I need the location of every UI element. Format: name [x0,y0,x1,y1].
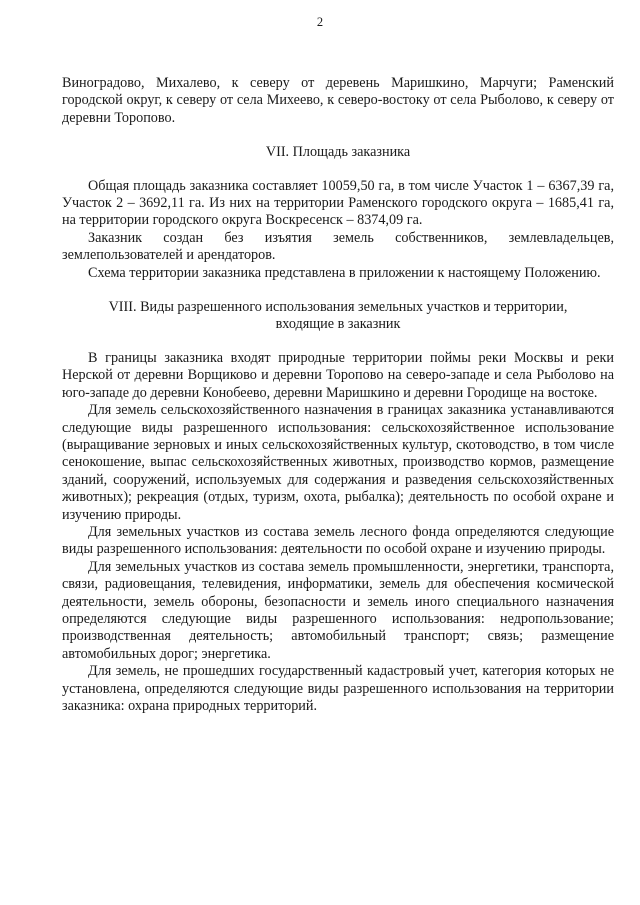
section-7-heading: VII. Площадь заказника [265,144,411,161]
section-7-paragraph-no-seizure: Заказник создан без изъятия земель собственников, землевладельцев, землепользователей и арендаторов. [62,229,614,264]
section-8-paragraph-cadastral: Для земель, не прошедших государственный кадастровый учет, категория которых не установлена, определяются следующие виды разрешенного использования на территории заказника: охрана природных территорий. [62,663,614,714]
section-7-paragraph-area: Общая площадь заказника составляет 10059,50 га, в том числе Участок 1 – 6367,39 га, Участок 2 – 3692,11 га. Из них на территории Раменского городского округа – 1685,41 га, на территории городского округа Воскресенск – 8374,09 га. [62,177,614,229]
section-8-paragraph-boundaries: В границы заказника входят природные территории поймы реки Москвы и реки Нерской от деревни Ворщиково и деревни Торопово на северо-западе и села Рыболово на юго-западе до деревни Конобеево, деревни Маришкино и деревни Городище на востоке. [62,349,614,401]
section-8-paragraph-forest: Для земельных участков из состава земель лесного фонда определяются следующие виды разрешенного использования: деятельности по особой охране и изучению природы. [62,523,614,558]
section-7-paragraph-scheme: Схема территории заказника представлена в приложении к настоящему Положению. [88,264,601,281]
section-8-paragraph-industrial: Для земельных участков из состава земель промышленности, энергетики, транспорта, связи, радиовещания, телевидения, информатики, земель для обеспечения космической деятельности, земель обороны, безопасности и земель иного специального назначения определяются следующие виды разрешенного использования: недропользование; производственная деятельность; автомобильный транспорт; связь; размещение автомобильных дорог; энергетика. [62,558,614,662]
section-8-heading: VIII. Виды разрешенного использования земельных участков и территории, входящие в заказник [108,299,568,333]
section-8-paragraph-agricultural: Для земель сельскохозяйственного назначения в границах заказника устанавливаются следующие виды разрешенного использования: сельскохозяйственное использование (выращивание зерновых и иных сельскохозяйственных культур, скотоводство, в том числе сенокошение, выпас сельскохозяйственных животных, производство кормов, размещение зданий, сооружений, используемых для содержания и разведения сельскохозяйственных животных); рекреация (отдых, туризм, охота, рыбалка); деятельность по особой охране и изучению природы. [62,402,614,523]
page-number: 2 [316,15,324,29]
document-body [62,75,614,715]
intro-paragraph: Виноградово, Михалево, к северу от деревень Маришкино, Марчуги; Раменский городской округ, к северу от села Михеево, к северо-востоку от села Рыболово, к северу от деревни Торопово. [62,75,614,126]
